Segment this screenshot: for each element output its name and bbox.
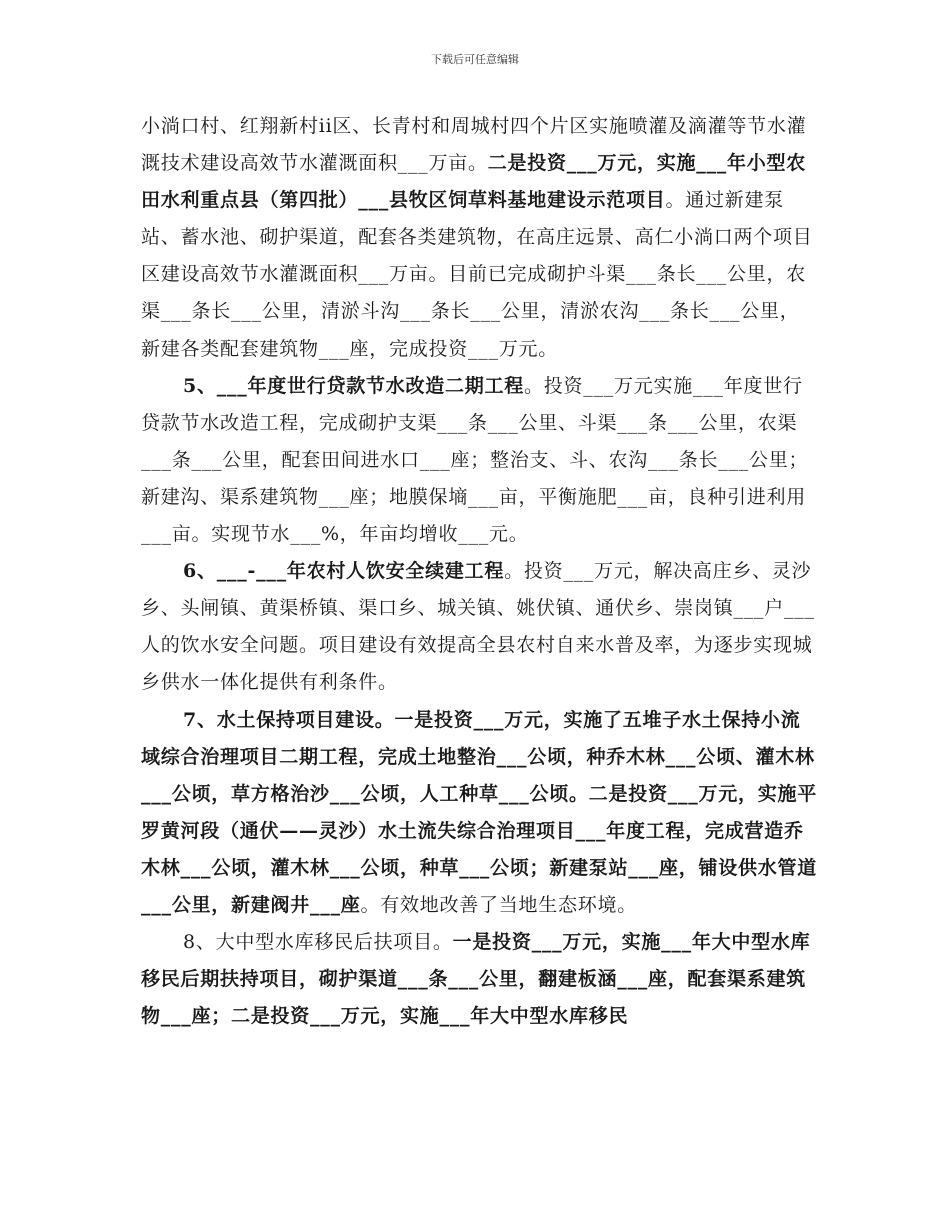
text-run: 。投资___万元实施___年度世行贷款节水改造工程，完成砌护支渠___条___公里、斗渠___条___公里，农渠___条___公里，配套田间进水口___座；整治支、斗、农沟___条长___公里；新建沟、渠系建筑物___座；地膜保墒___亩，平衡施肥___亩，良种引进利用___亩。实现节水___%，年亩均增收___元。: [141, 374, 809, 546]
item-6-heading: 6、___-___年农村人饮安全续建工程: [183, 560, 505, 583]
paragraph-item-6: [141, 553, 817, 701]
text-run: 小淌口村、红翔新村ii区、长青村和周城村四个片区实施喷灌及滴灌等节水灌溉技术建设高效节水灌溉面积___万亩。: [141, 115, 807, 175]
paragraph-irrigation-projects: [141, 108, 817, 368]
item-5-heading: 5、___年度世行贷款节水改造二期工程: [183, 374, 524, 397]
paragraph-item-8: [141, 924, 817, 1035]
paragraph-item-7: [141, 702, 817, 925]
text-run-bold: 一是投资___万元，实施___年大中型水库移民后期扶持项目，砌护渠道___条___公里，翻建板涵___座，配套渠系建筑物___座；二是投资___万元，实施___年大中型水库移民: [141, 931, 811, 1028]
paragraph-item-5: [141, 368, 817, 553]
text-run: 。有效地改善了当地生态环境。: [360, 893, 638, 916]
page-header: 下载后可任意编辑: [431, 53, 519, 66]
item-8-heading: 8、大中型水库移民后扶项目。: [183, 931, 453, 954]
item-7-heading: 7、水土保持项目建设。一是投资___万元，实施了五堆子水土保持小流域综合治理项目二期工程，完成土地整治___公顷，种乔木林___公顷、灌木林___公顷，草方格治沙___公顷，人工种草___公顷。二是投资___万元，实施平罗黄河段（通伏——灵沙）水土流失综合治理项目___年度工程，完成营造乔木林___公顷，灌木林___公顷，种草___公顷；新建泵站___座，铺设供水管道___公里，新建阀井___座: [141, 708, 818, 916]
document-body: [141, 108, 817, 1035]
text-run-bold: 二是投资___万元，实施___年小型农田水利重点县（第四批）___县牧区饲草料基地建设示范项目: [141, 152, 807, 212]
text-run: 。投资___万元，解决高庄乡、灵沙乡、头闸镇、黄渠桥镇、渠口乡、城关镇、姚伏镇、通伏乡、崇岗镇___户___人的饮水安全问题。项目建设有效提高全县农村自来水普及率，为逐步实现城乡供水一体化提供有利条件。: [141, 560, 815, 694]
text-run: 。通过新建泵站、蓄水池、砌护渠道，配套各类建筑物，在高庄远景、高仁小淌口两个项目区建设高效节水灌溉面积___万亩。目前已完成砌护斗渠___条长___公里，农渠___条长___公里，清淤斗沟___条长___公里，清淤农沟___条长___公里，新建各类配套建筑物___座，完成投资___万元。: [141, 189, 813, 360]
